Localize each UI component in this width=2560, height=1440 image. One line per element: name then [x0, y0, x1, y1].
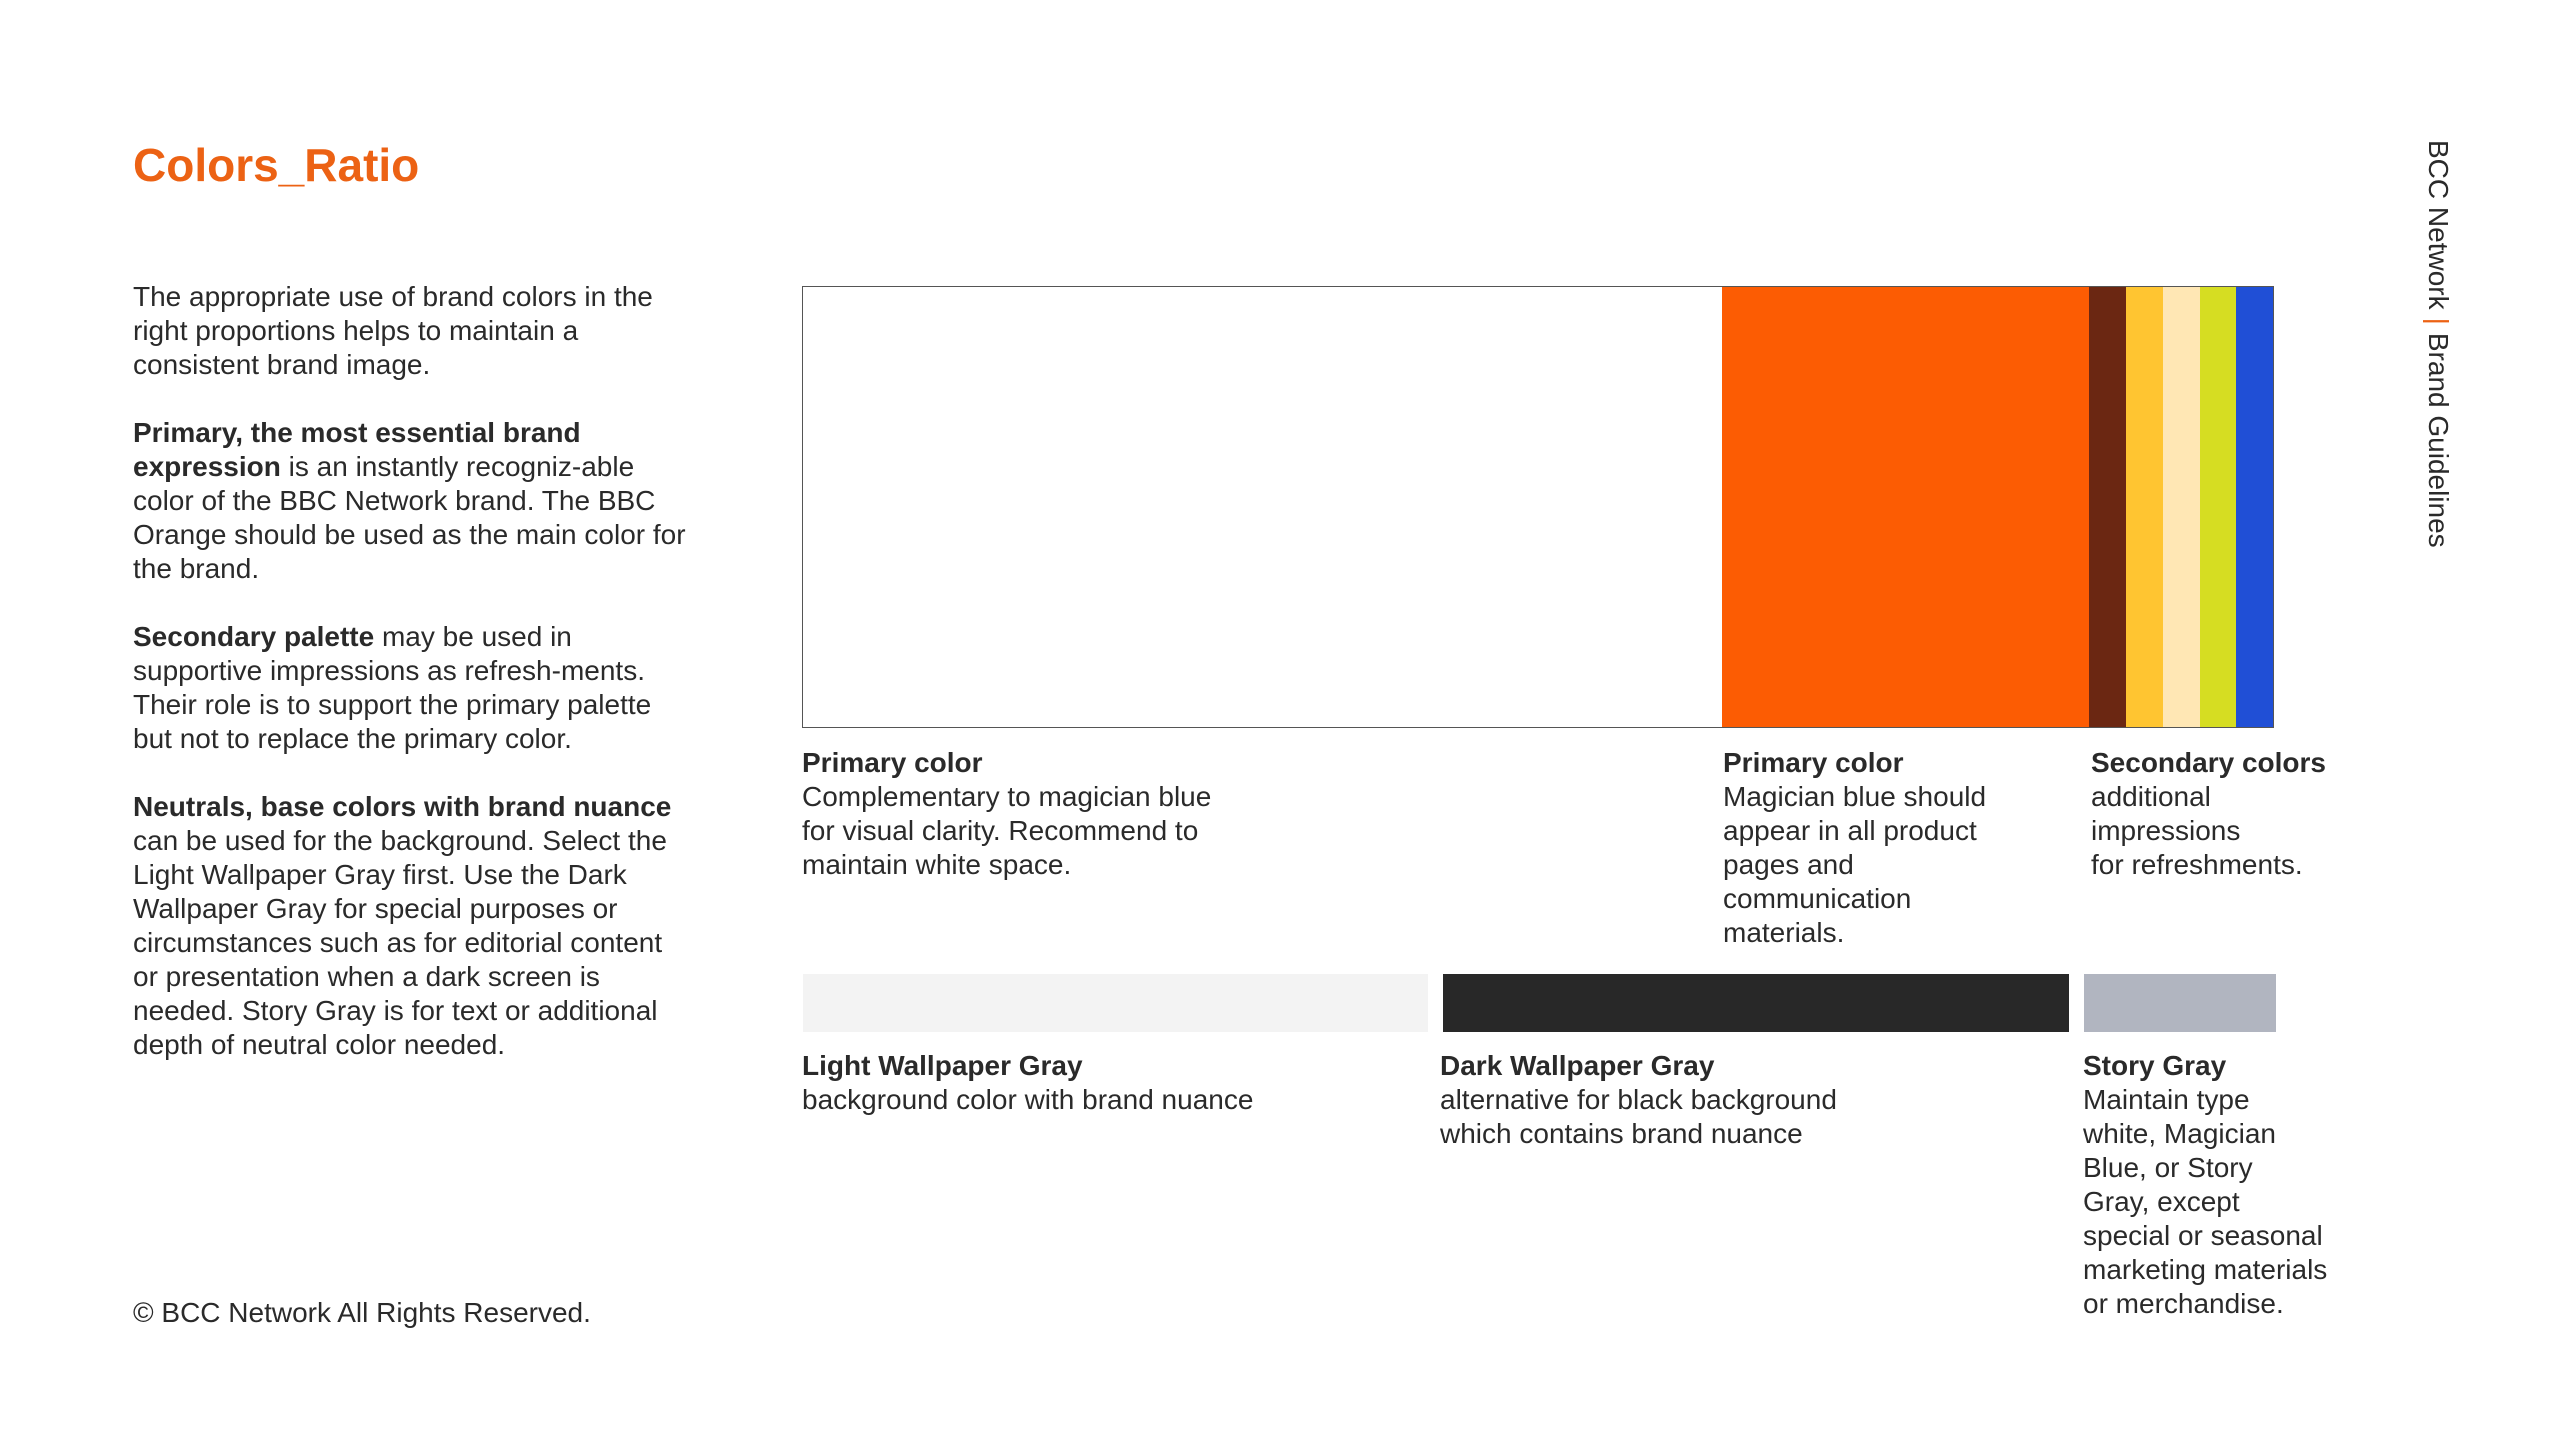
dark-wallpaper-gray-swatch [1443, 974, 2069, 1032]
caption-secondary-title: Secondary colors [2091, 747, 2326, 778]
ratio-segment-white [803, 287, 1722, 727]
ratio-segment-orange [1722, 287, 2090, 727]
ratio-segment-yellow [2126, 287, 2163, 727]
caption-secondary-body: additional impressions for refreshments. [2091, 781, 2303, 880]
intro-paragraph-4-rest: can be used for the background. Select the Light Wallpaper Gray first. Use the Dark Wallpaper Gray for special purposes or circumstances such as for editorial content or presentation when a dark screen is needed. Story Gray is for text or additional depth of neutral color needed. [133, 825, 667, 1060]
caption-story-gray-title: Story Gray [2083, 1050, 2227, 1081]
caption-dark-gray [1440, 1049, 2060, 1151]
color-ratio-bar [802, 286, 2274, 728]
caption-primary-white-title: Primary color [802, 747, 983, 778]
intro-paragraph-4-bold: Neutrals, base colors with brand nuance [133, 791, 672, 822]
light-wallpaper-gray-swatch [803, 974, 1428, 1032]
ratio-segment-blue [2236, 287, 2273, 727]
caption-primary-orange-body: Magician blue should appear in all product pages and communication materials. [1723, 781, 1987, 948]
caption-light-gray-body: background color with brand nuance [802, 1084, 1254, 1115]
caption-primary-white-body: Complementary to magician blue for visual clarity. Recommend to maintain white space. [802, 781, 1212, 880]
caption-primary-orange [1723, 746, 2063, 950]
caption-primary-orange-title: Primary color [1723, 747, 1904, 778]
intro-paragraph-2-rest: is an instantly recogniz-able color of the BBC Network brand. The BBC Orange should be used as the main color for the brand. [133, 451, 686, 584]
side-label-text [2418, 140, 2458, 548]
intro-paragraph-1: The appropriate use of brand colors in the right proportions helps to maintain a consistent brand image. [133, 281, 653, 380]
intro-paragraph-3-rest: may be used in supportive impressions as refresh-ments. Their role is to support the primary palette but not to replace the primary color. [133, 621, 652, 754]
side-label-doc: Brand Guidelines [2423, 332, 2454, 548]
ratio-segment-brown [2089, 287, 2126, 727]
ratio-segment-cream [2163, 287, 2200, 727]
intro-paragraph-4 [133, 790, 693, 1062]
caption-story-gray-body: Maintain type white, Magician Blue, or Story Gray, except special or seasonal marketing materials or merchandise. [2083, 1084, 2328, 1319]
side-label-brand: BCC Network [2423, 140, 2454, 310]
caption-light-gray-title: Light Wallpaper Gray [802, 1050, 1083, 1081]
intro-paragraph-3 [133, 620, 693, 756]
caption-primary-white [802, 746, 1362, 882]
side-label [2418, 140, 2458, 600]
page-title: Colors_Ratio [133, 139, 420, 191]
intro-text [133, 280, 693, 1096]
caption-light-gray [802, 1049, 1422, 1117]
copyright-notice: © BCC Network All Rights Reserved. [133, 1297, 591, 1328]
caption-secondary [2091, 746, 2391, 882]
story-gray-swatch [2084, 974, 2276, 1032]
side-label-separator: | [2423, 317, 2454, 325]
intro-paragraph-2 [133, 416, 693, 586]
intro-paragraph-2-bold: Primary, the most essential brand expression [133, 417, 581, 482]
ratio-segment-lime [2200, 287, 2237, 727]
caption-dark-gray-title: Dark Wallpaper Gray [1440, 1050, 1715, 1081]
caption-story-gray [2083, 1049, 2403, 1321]
intro-paragraph-3-bold: Secondary palette [133, 621, 375, 652]
caption-dark-gray-body: alternative for black background which contains brand nuance [1440, 1084, 1837, 1149]
